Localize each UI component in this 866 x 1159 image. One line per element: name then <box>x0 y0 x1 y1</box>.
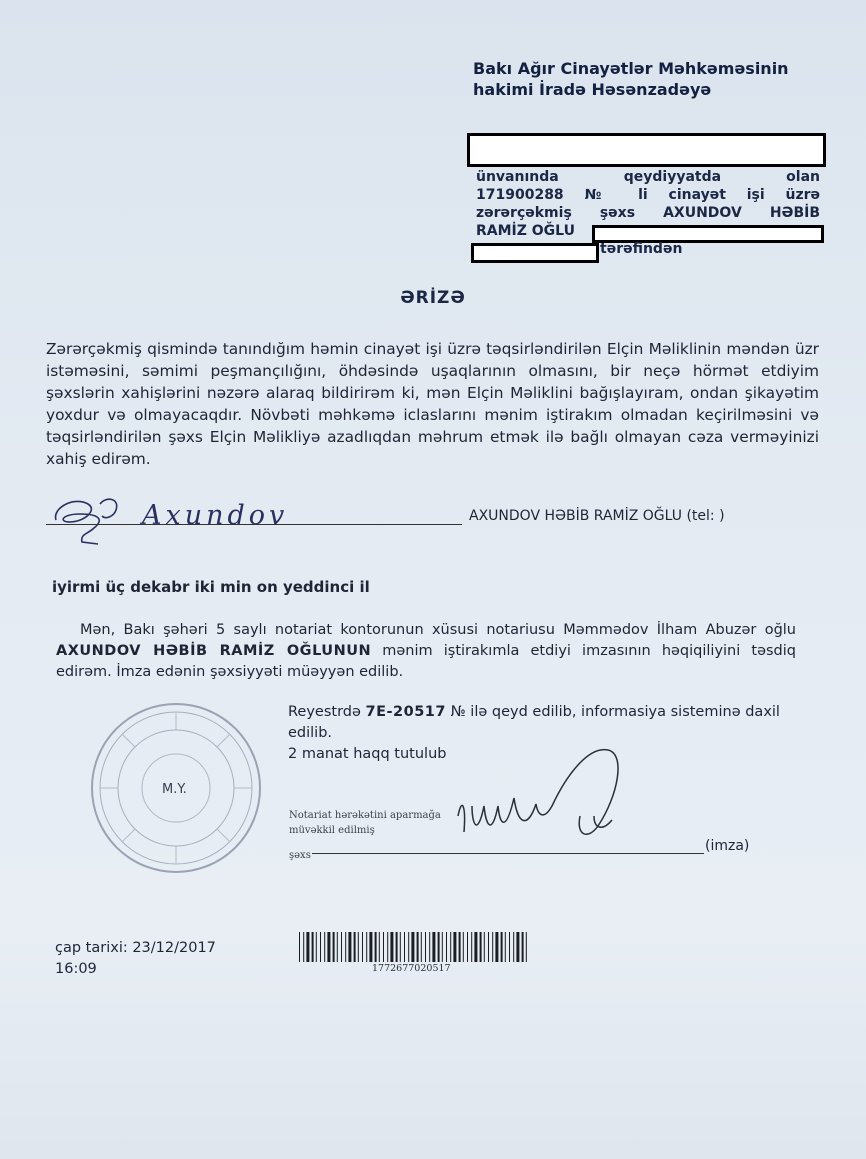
notary-label-line-1: Notariat hərəkətini aparmağa <box>289 810 441 821</box>
handwritten-signature-text: Axundov <box>142 500 289 531</box>
imza-label: (imza) <box>705 838 750 854</box>
redaction-box-address <box>467 133 826 167</box>
date-in-words: iyirmi üç dekabr iki min on yeddinci il <box>52 578 370 596</box>
registry-prefix: Reyestrdə <box>288 704 361 720</box>
notary-label-line-3: şəxs <box>289 850 311 861</box>
notary-text-part-2: mənim iştirakımla etdiyi imzasının həqiqiliyini təsdiq edirəm. İmza edənin şəxsiyyəti müəyyən edilib. <box>56 643 796 680</box>
print-date-line-1: çap tarixi: 23/12/2017 <box>55 940 216 956</box>
barcode-number: 1772677020517 <box>372 963 451 974</box>
print-date-line-2: 16:09 <box>55 961 97 977</box>
signatory-name: AXUNDOV HƏBİB RAMİZ OĞLU (tel: ) <box>469 508 725 524</box>
sender-line-3: zərərçəkmiş şəxs AXUNDOV HƏBİB <box>476 205 820 221</box>
petition-body: Zərərçəkmiş qismində tanındığım həmin cinayət işi üzrə təqsirləndirilən Elçin Məliklinin məndən üzr istəməsini, səmimi peşmançılığını, öhdəsində uşaqlarının olmasını, bir neçə hörmət etdiyim şəxslərin xahişlərini nəzərə alaraq bildirirəm ki, mən Elçin Məliklini bağışlayıram, ondan şikayətim yoxdur və olmayacaqdır. Növbəti məhkəmə iclaslarını mənim iştirakım olmadan keçirilməsini və təqsirləndirilən şəxs Elçin Məlikliyə azadlıqdan məhrum etmək ilə bağlı olmayan cəza verməyinizi xahiş edirəm. <box>46 340 819 468</box>
addressee-line-1: Bakı Ağır Cinayətlər Məhkəməsinin <box>473 59 789 78</box>
notary-text-part-1: Mən, Bakı şəhəri 5 saylı notariat kontorunun xüsusi notariusu Məmmədov İlham Abuzər oğlu <box>80 622 796 638</box>
registry-number: 7E-20517 <box>365 704 446 720</box>
addressee-line-2: hakimi İradə Həsənzadəyə <box>473 80 712 99</box>
notary-certification <box>56 620 796 683</box>
notary-seal-icon <box>88 700 264 876</box>
sender-line-2: 171900288 № li cinayət işi üzrə <box>476 187 820 203</box>
document-title: ƏRİZƏ <box>400 288 466 308</box>
sender-line-1: ünvanında qeydiyyatda olan <box>476 169 820 185</box>
signature-line <box>46 524 462 525</box>
sender-line-5: tərəfindən <box>600 241 683 257</box>
addressee-block <box>473 58 818 100</box>
notary-label-line-2: müvəkkil edilmiş <box>289 825 375 836</box>
handwritten-signature-icon <box>44 486 294 556</box>
sender-line-4: RAMİZ OĞLU <box>476 223 575 239</box>
notary-signature-icon <box>448 736 648 856</box>
print-date-block <box>55 938 216 980</box>
sender-block <box>476 168 820 258</box>
barcode-icon <box>299 932 531 962</box>
seal-center-text: M.Y. <box>162 782 187 797</box>
notary-signature-line <box>312 853 704 854</box>
notary-authorized-label <box>289 808 441 863</box>
registry-fee: 2 manat haqq tutulub <box>288 746 447 762</box>
notary-signatory-name: AXUNDOV HƏBİB RAMİZ OĞLUNUN <box>56 643 372 659</box>
registry-suffix: № ilə qeyd edilib, informasiya sisteminə daxil edilib. <box>288 704 780 741</box>
